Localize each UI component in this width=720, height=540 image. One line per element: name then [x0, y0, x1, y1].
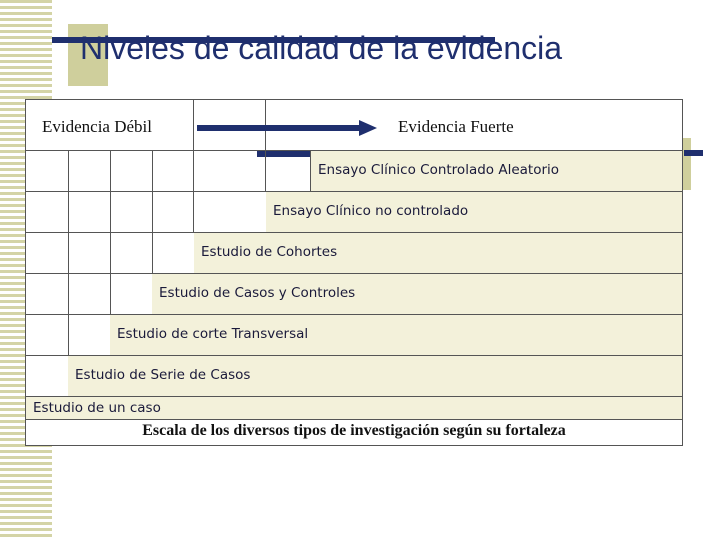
- row-divider: [26, 419, 682, 420]
- stair-divider: [152, 150, 153, 274]
- slide-title: Niveles de calidad de la evidencia: [80, 30, 563, 66]
- row-label-cross-sectional: Estudio de corte Transversal: [117, 326, 309, 342]
- table-caption: Escala de los diversos tipos de investigación según su fortaleza: [142, 422, 566, 439]
- right-arrow-icon: [197, 120, 377, 136]
- header-strong-evidence: Evidencia Fuerte: [398, 117, 514, 136]
- stair-divider: [68, 150, 69, 356]
- row-label-case-series: Estudio de Serie de Casos: [75, 367, 251, 383]
- stair-divider: [265, 150, 266, 192]
- header-weak-evidence: Evidencia Débil: [42, 117, 152, 136]
- stair-divider: [310, 150, 311, 191]
- row-label-rct: Ensayo Clínico Controlado Aleatorio: [318, 162, 560, 178]
- row-label-case-control: Estudio de Casos y Controles: [159, 285, 356, 301]
- row-label-single-case: Estudio de un caso: [33, 400, 161, 416]
- row-label-uncontrolled-trial: Ensayo Clínico no controlado: [273, 203, 469, 219]
- decorative-line-right: [684, 150, 703, 156]
- row-label-cohort: Estudio de Cohortes: [201, 244, 338, 260]
- header-divider-1: [193, 100, 194, 151]
- evidence-table: [25, 99, 683, 446]
- stair-divider: [110, 150, 111, 315]
- stair-divider: [193, 150, 194, 233]
